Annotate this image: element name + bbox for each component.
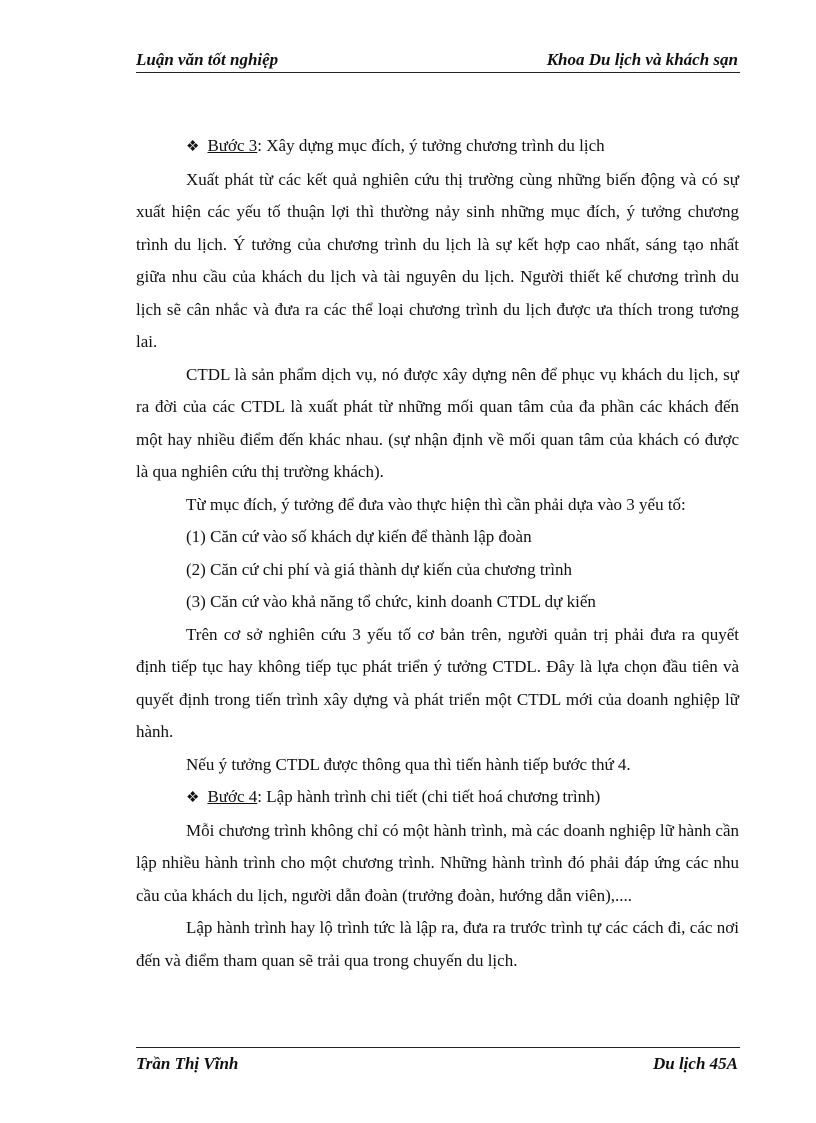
paragraph-2: CTDL là sản phẩm dịch vụ, nó được xây dựng nên để phục vụ khách du lịch, sự ra đời của các CTDL là xuất phát từ những mối quan tâm của đa phần các khách đến một hay nhiều điểm đến khác nhau. (sự nhận định về mối quan tâm của khách có được là qua nghiên cứu thị trường khách). [136,364,739,481]
page-header [136,50,740,73]
step-4-text: : Lập hành trình chi tiết (chi tiết hoá chương trình) [257,787,601,806]
paragraph-3: Từ mục đích, ý tưởng để đưa vào thực hiện thì cần phải dựa vào 3 yếu tố: [186,494,686,514]
page-footer [136,1047,740,1078]
list-item-1: (1) Căn cứ vào số khách dự kiến để thành lập đoàn [186,527,532,546]
paragraph-1: Xuất phát từ các kết quả nghiên cứu thị trường cùng những biến động và có sự xuất hiện các yếu tố thuận lợi thì thường nảy sinh những mục đích, ý tưởng chương trình du lịch. Ý tưởng của chương trình du lịch là sự kết hợp cao nhất, sáng tạo nhất giữa nhu cầu của khách du lịch và tài nguyên du lịch. Người thiết kế chương trình du lịch sẽ cân nhắc và đưa ra các thể loại chương trình du lịch được ưa thích trong tương lai. [136,169,739,351]
footer-class: Du lịch 45A [652,1054,738,1073]
step-3-label: Bước 3 [207,136,258,155]
step-4-label: Bước 4 [207,787,258,806]
header-thesis-title: Luận văn tốt nghiệp [136,50,279,69]
list-item-3: (3) Căn cứ vào khả năng tổ chức, kinh doanh CTDL dự kiến [186,592,596,611]
diamond-bullet-icon: ❖ [186,139,200,155]
diamond-bullet-icon: ❖ [186,790,200,806]
footer-author: Trần Thị Vĩnh [136,1054,239,1073]
page-body [136,130,739,977]
paragraph-4: Trên cơ sở nghiên cứu 3 yếu tố cơ bản trên, người quản trị phải đưa ra quyết định tiếp tục hay không tiếp tục phát triển ý tưởng CTDL. Đây là lựa chọn đầu tiên và quyết định trong tiến trình xây dựng và phát triển một CTDL mới của doanh nghiệp lữ hành. [136,624,739,741]
paragraph-6: Mỗi chương trình không chỉ có một hành trình, mà các doanh nghiệp lữ hành cần lập nhiều hành trình cho một chương trình. Những hành trình đó phải đáp ứng các nhu cầu của khách du lịch, người dẫn đoàn (trưởng đoàn, hướng dẫn viên),.... [136,820,739,905]
paragraph-7: Lập hành trình hay lộ trình tức là lập ra, đưa ra trước trình tự các cách đi, các nơi đến và điểm tham quan sẽ trải qua trong chuyến du lịch. [136,918,739,970]
step-3-heading [136,130,739,164]
step-3-text: : Xây dựng mục đích, ý tưởng chương trình du lịch [257,136,605,155]
step-4-heading [136,781,739,815]
list-item-2: (2) Căn cứ chi phí và giá thành dự kiến của chương trình [186,559,572,579]
paragraph-5: Nếu ý tưởng CTDL được thông qua thì tiến hành tiếp bước thứ 4. [186,754,631,774]
header-faculty: Khoa Du lịch và khách sạn [546,50,738,69]
